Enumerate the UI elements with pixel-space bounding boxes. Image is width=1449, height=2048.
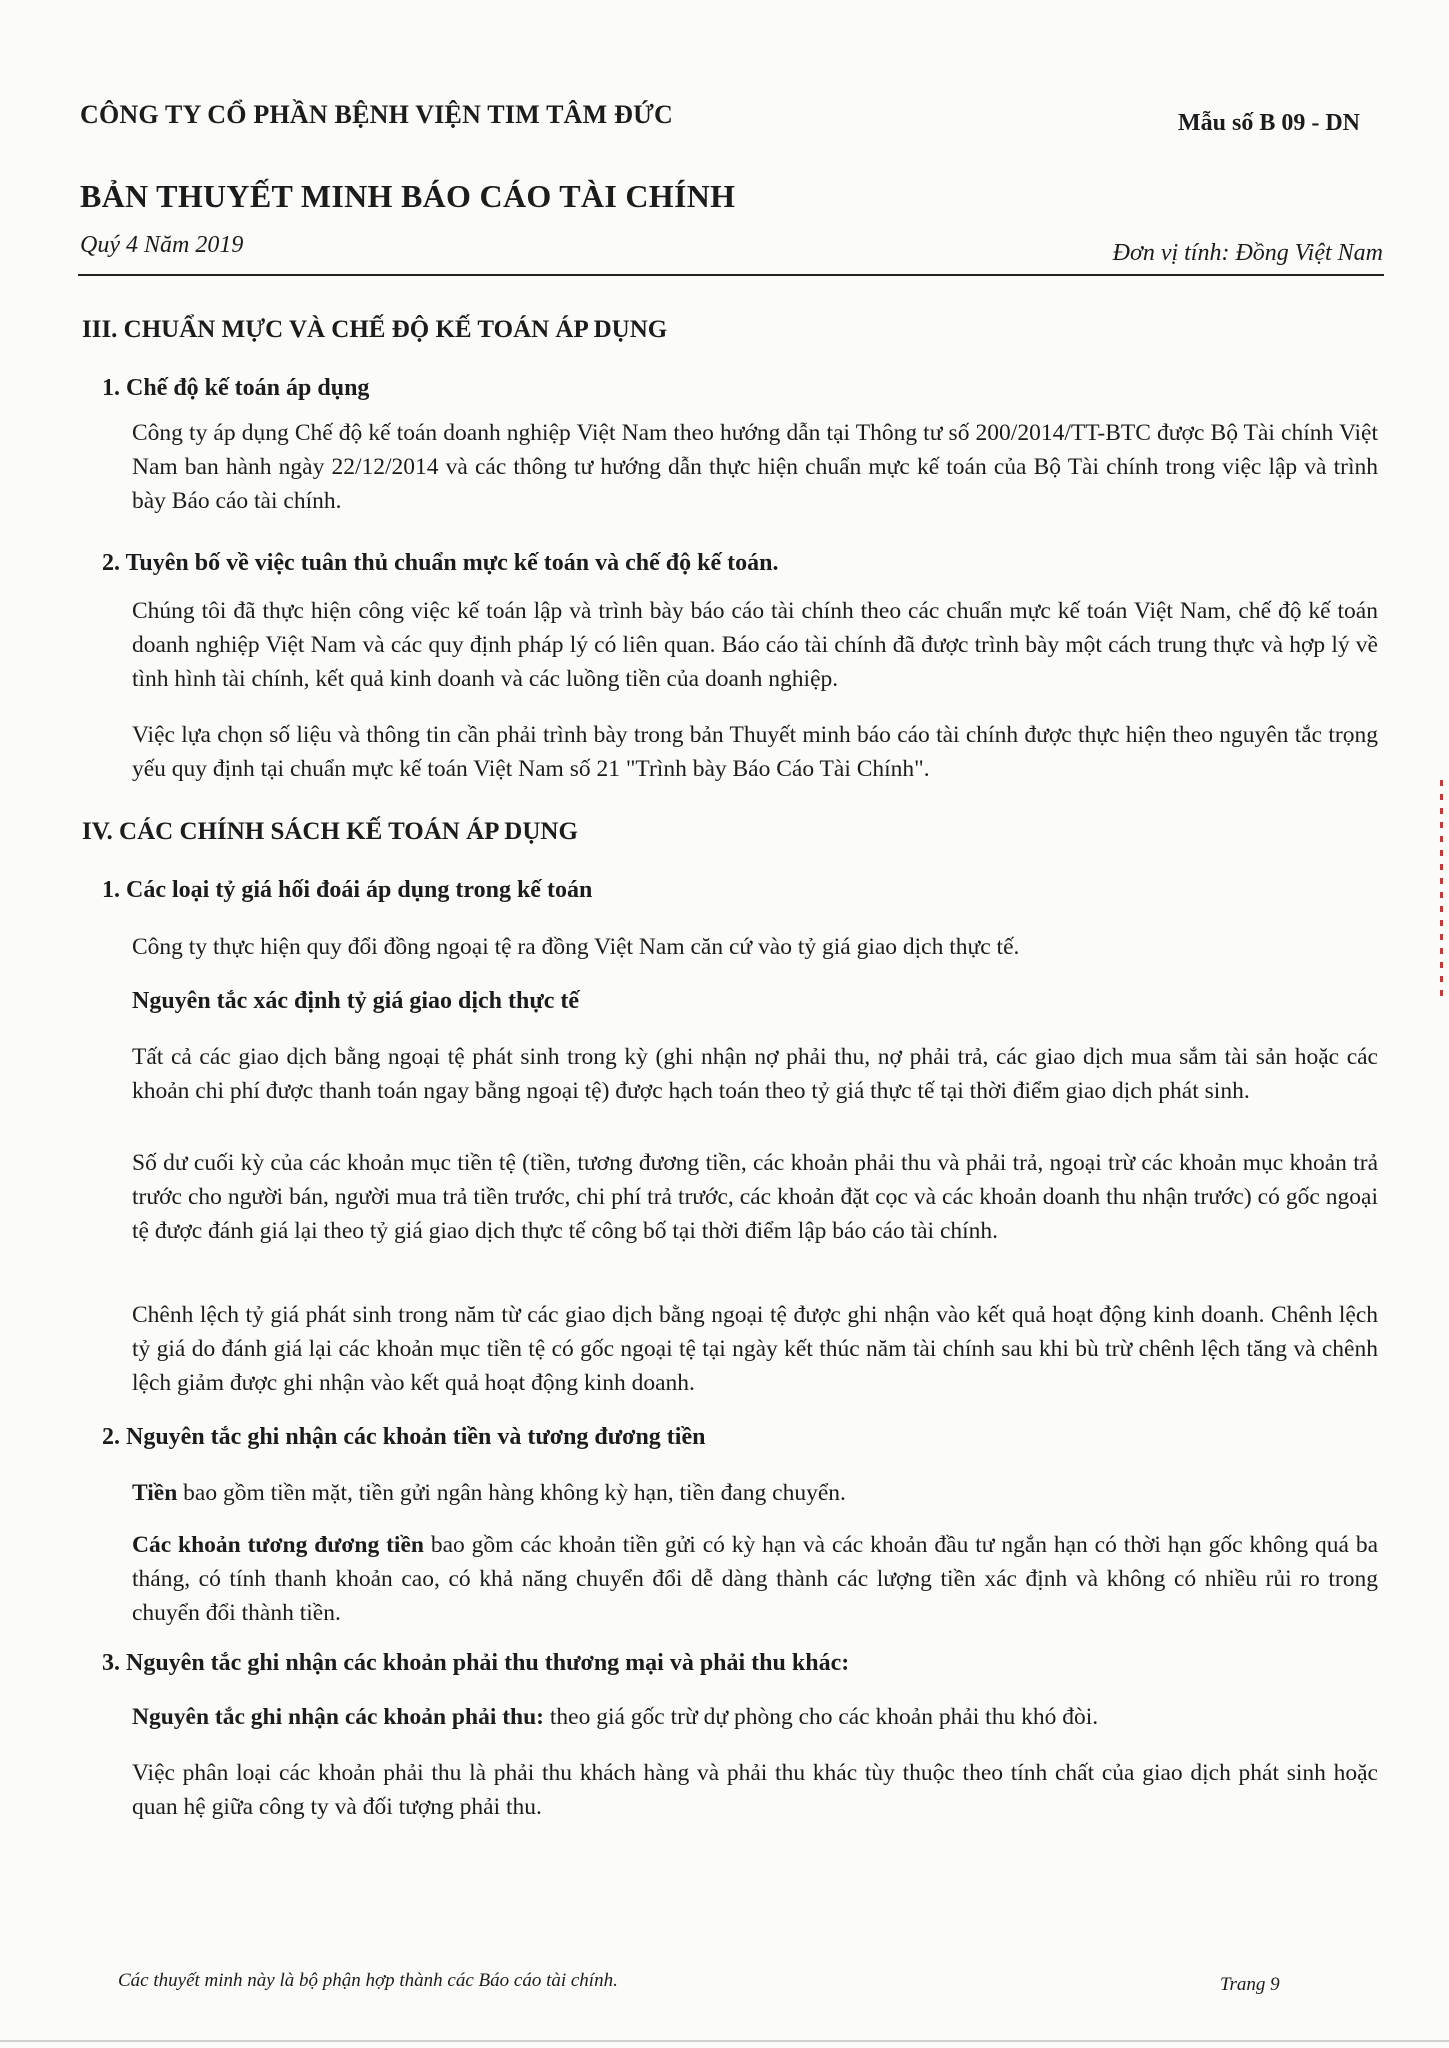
section-4-item-3-heading: 3. Nguyên tắc ghi nhận các khoản phải thu thương mại và phải thu khác: xyxy=(102,1650,850,1676)
section-3-heading: III. CHUẨN MỰC VÀ CHẾ ĐỘ KẾ TOÁN ÁP DỤNG xyxy=(82,316,668,343)
term-phai-thu-definition: theo giá gốc trừ dự phòng cho các khoản phải thu khó đòi. xyxy=(544,1704,1099,1730)
term-tuong-duong-tien: Các khoản tương đương tiền xyxy=(132,1532,424,1558)
term-tuong-duong-tien-definition: bao gồm các khoản tiền gửi có kỳ hạn và các khoản đầu tư ngắn hạn có thời hạn gốc không quá ba tháng, có tính thanh khoản cao, có khả năng chuyển đổi dễ dàng thành các lượng tiền xác định và không có nhiều rủi ro trong chuyển đổi thành tiền. xyxy=(132,1532,1378,1626)
section-3-item-2-heading: 2. Tuyên bố về việc tuân thủ chuẩn mực kế toán và chế độ kế toán. xyxy=(102,550,779,576)
term-tien-definition: bao gồm tiền mặt, tiền gửi ngân hàng không kỳ hạn, tiền đang chuyển. xyxy=(177,1480,846,1506)
form-number: Mẫu số B 09 - DN xyxy=(1178,110,1361,136)
company-name: CÔNG TY CỔ PHẦN BỆNH VIỆN TIM TÂM ĐỨC xyxy=(80,100,673,129)
page-bottom-edge xyxy=(0,2040,1449,2042)
section-4-item-1-paragraph-2: Tất cả các giao dịch bằng ngoại tệ phát sinh trong kỳ (ghi nhận nợ phải thu, nợ phải trả, các giao dịch mua sắm tài sản hoặc các khoản chi phí được thanh toán ngay bằng ngoại tệ) được hạch toán theo tỷ giá thực tế tại thời điểm giao dịch phát sinh. xyxy=(132,1044,1378,1104)
section-4-item-2-paragraph-2 xyxy=(132,1528,1378,1630)
section-4-item-3-paragraph-1 xyxy=(132,1700,1378,1734)
section-4-item-1-subheading: Nguyên tắc xác định tỷ giá giao dịch thực tế xyxy=(132,988,580,1014)
footer-note: Các thuyết minh này là bộ phận hợp thành các Báo cáo tài chính. xyxy=(118,1970,618,1991)
currency-unit: Đơn vị tính: Đồng Việt Nam xyxy=(1112,240,1383,266)
section-4-item-2-heading: 2. Nguyên tắc ghi nhận các khoản tiền và tương đương tiền xyxy=(102,1424,706,1450)
term-phai-thu: Nguyên tắc ghi nhận các khoản phải thu: xyxy=(132,1704,545,1730)
section-4-heading: IV. CÁC CHÍNH SÁCH KẾ TOÁN ÁP DỤNG xyxy=(82,818,578,845)
term-tien: Tiền xyxy=(132,1480,178,1506)
section-3-item-2-paragraph-2: Việc lựa chọn số liệu và thông tin cần phải trình bày trong bản Thuyết minh báo cáo tài chính được thực hiện theo nguyên tắc trọng yếu quy định tại chuẩn mực kế toán Việt Nam số 21 "Trình bày Báo Cáo Tài Chính". xyxy=(132,722,1378,782)
header-divider xyxy=(78,274,1384,276)
section-4-item-1-paragraph-1: Công ty thực hiện quy đổi đồng ngoại tệ ra đồng Việt Nam căn cứ vào tỷ giá giao dịch thực tế. xyxy=(132,934,1020,960)
section-4-item-1-paragraph-4: Chênh lệch tỷ giá phát sinh trong năm từ các giao dịch bằng ngoại tệ được ghi nhận vào kết quả hoạt động kinh doanh. Chênh lệch tỷ giá do đánh giá lại các khoản mục tiền tệ có gốc ngoại tệ tại ngày kết thúc năm tài chính sau khi bù trừ chênh lệch tăng và chênh lệch giảm được ghi nhận vào kết quả hoạt động kinh doanh. xyxy=(132,1302,1378,1396)
section-4-item-3-paragraph-2: Việc phân loại các khoản phải thu là phải thu khách hàng và phải thu khác tùy thuộc theo tính chất của giao dịch phát sinh hoặc quan hệ giữa công ty và đối tượng phải thu. xyxy=(132,1760,1378,1820)
report-period: Quý 4 Năm 2019 xyxy=(80,232,244,258)
section-3-item-1-paragraph: Công ty áp dụng Chế độ kế toán doanh nghiệp Việt Nam theo hướng dẫn tại Thông tư số 200/2014/TT-BTC được Bộ Tài chính Việt Nam ban hành ngày 22/12/2014 và các thông tư hướng dẫn thực hiện chuẩn mực kế toán của Bộ Tài chính trong việc lập và trình bày Báo cáo tài chính. xyxy=(132,420,1378,514)
section-4-item-2-paragraph-1 xyxy=(132,1476,1378,1510)
document-title: BẢN THUYẾT MINH BÁO CÁO TÀI CHÍNH xyxy=(80,178,736,214)
section-4-item-1-heading: 1. Các loại tỷ giá hối đoái áp dụng trong kế toán xyxy=(102,877,593,903)
section-3-item-2-paragraph-1: Chúng tôi đã thực hiện công việc kế toán lập và trình bày báo cáo tài chính theo các chuẩn mực kế toán Việt Nam, chế độ kế toán doanh nghiệp Việt Nam và các quy định pháp lý có liên quan. Báo cáo tài chính đã được trình bày một cách trung thực và hợp lý về tình hình tài chính, kết quả kinh doanh và các luồng tiền của doanh nghiệp. xyxy=(132,598,1378,692)
page-number: Trang 9 xyxy=(1220,1974,1280,1995)
section-3-item-1-heading: 1. Chế độ kế toán áp dụng xyxy=(102,375,370,401)
section-4-item-1-paragraph-3: Số dư cuối kỳ của các khoản mục tiền tệ (tiền, tương đương tiền, các khoản phải thu và phải trả, ngoại trừ các khoản mục khoản trả trước cho người bán, người mua trả tiền trước, chi phí trả trước, các khoản đặt cọc và các khoản doanh thu nhận trước) có gốc ngoại tệ được đánh giá lại theo tỷ giá giao dịch thực tế công bố tại thời điểm lập báo cáo tài chính. xyxy=(132,1150,1378,1244)
scan-edge-mark xyxy=(1440,780,1443,1000)
